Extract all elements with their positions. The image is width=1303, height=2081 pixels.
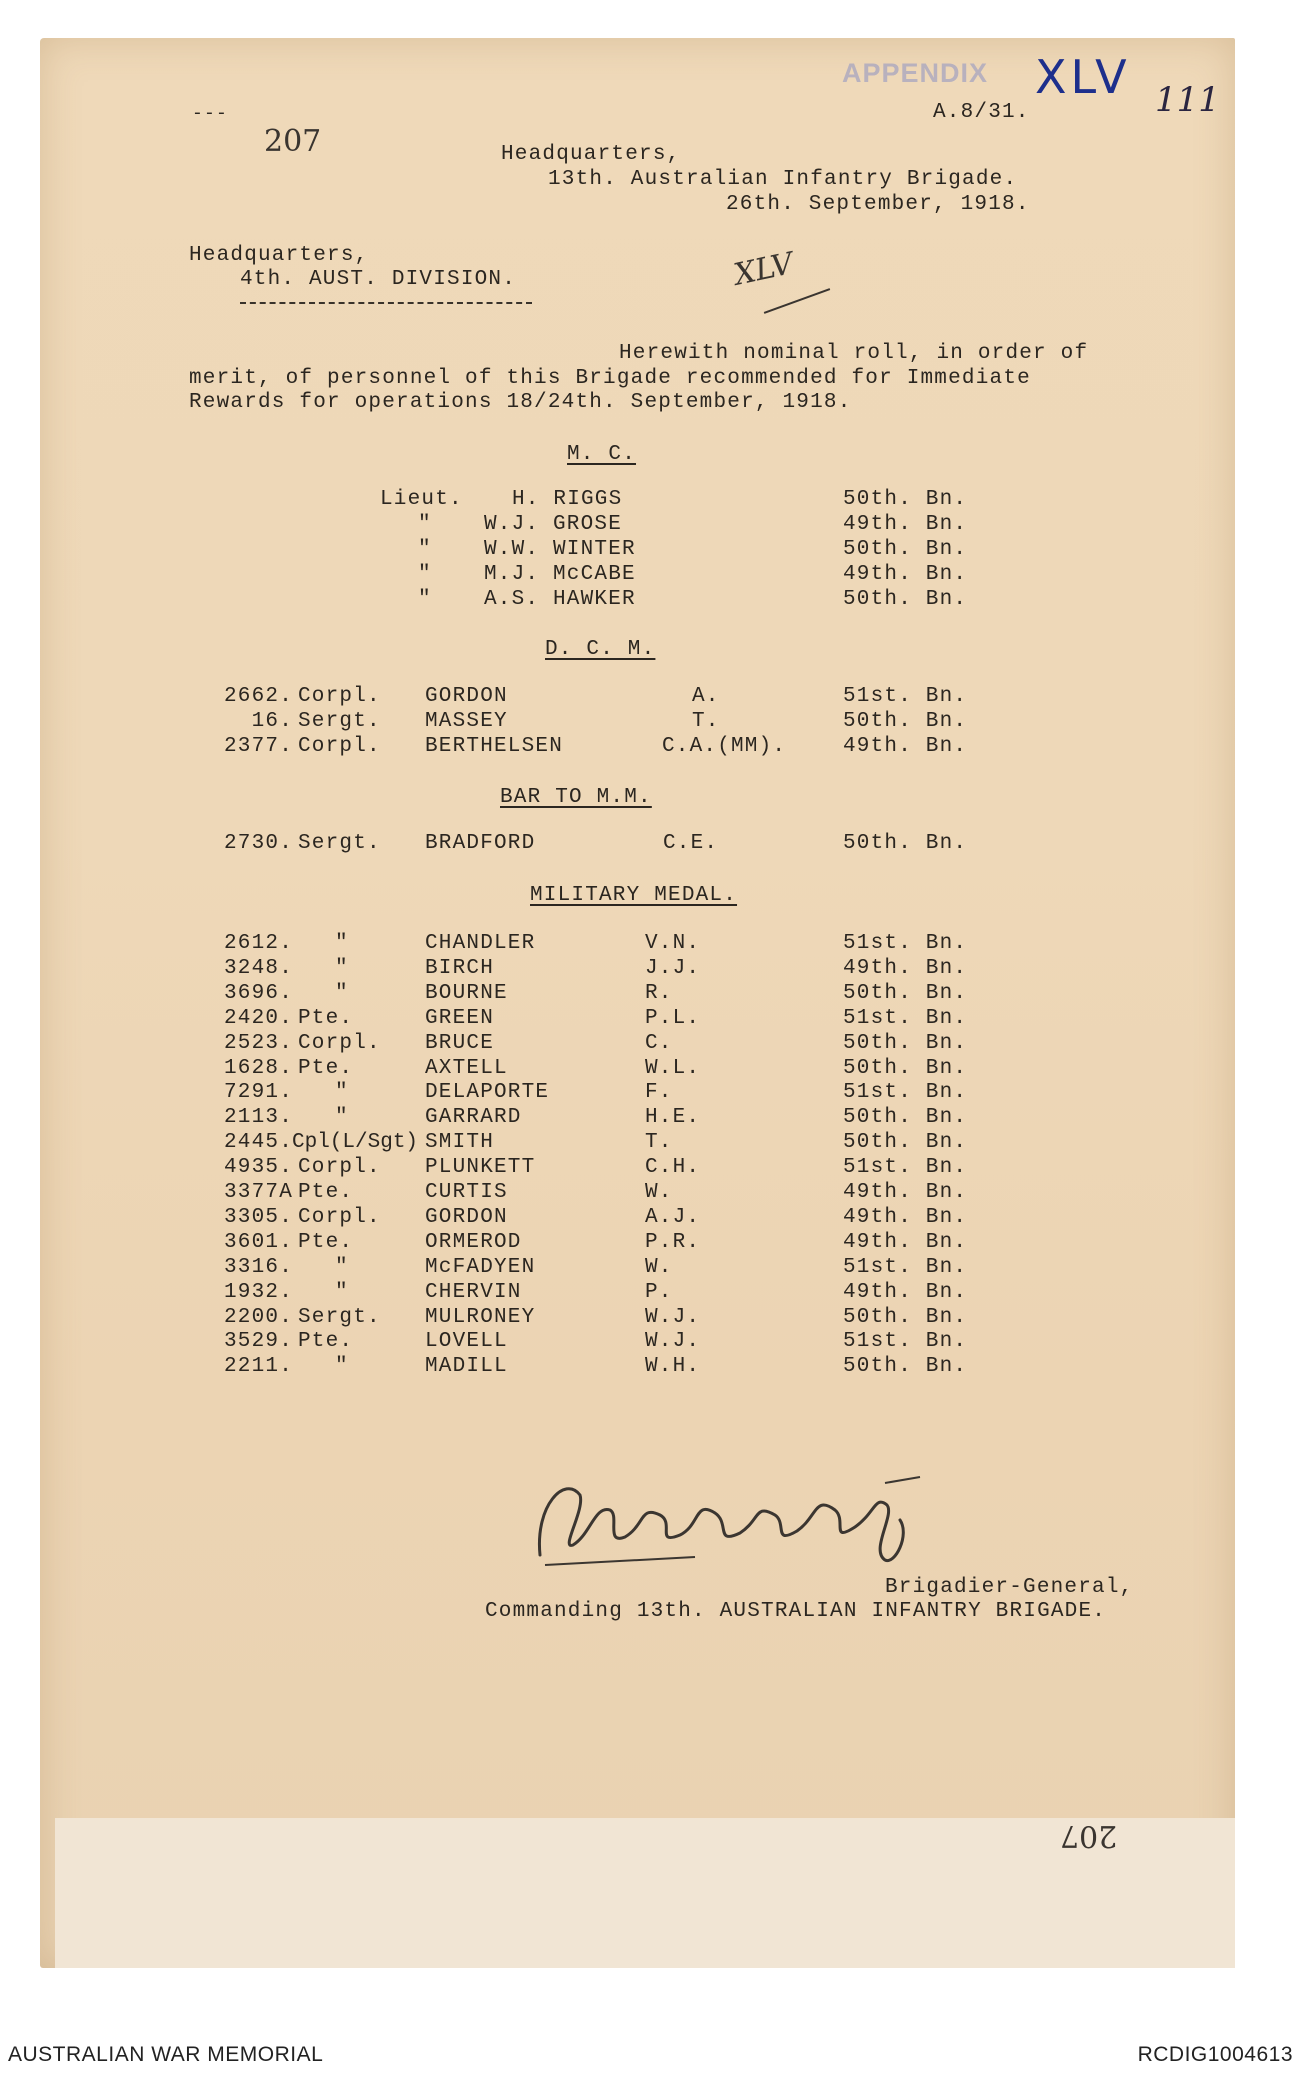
to-division-line: 4th. AUST. DIVISION. bbox=[240, 268, 517, 291]
surname: LOVELL bbox=[425, 1330, 508, 1353]
mc-rank: " bbox=[418, 513, 432, 536]
signatory-command: Commanding 13th. AUSTRALIAN INFANTRY BRIGADE. bbox=[485, 1600, 1107, 1623]
mc-rank: " bbox=[418, 563, 432, 586]
battalion: 50th. Bn. bbox=[843, 1355, 968, 1378]
mc-battalion: 49th. Bn. bbox=[843, 563, 968, 586]
rank: " bbox=[335, 1355, 349, 1378]
rank: " bbox=[335, 1281, 349, 1304]
service-number: 2420. bbox=[223, 1007, 293, 1030]
surname: MULRONEY bbox=[425, 1306, 536, 1329]
appendix-stamp: APPENDIX bbox=[842, 58, 989, 88]
initials: T. bbox=[692, 710, 720, 733]
surname: BIRCH bbox=[425, 957, 495, 980]
surname: CURTIS bbox=[425, 1181, 508, 1204]
mc-battalion: 49th. Bn. bbox=[843, 513, 968, 536]
mc-battalion: 50th. Bn. bbox=[843, 488, 968, 511]
battalion: 49th. Bn. bbox=[843, 735, 968, 758]
mc-rank: " bbox=[418, 538, 432, 561]
footer-record-id: RCDIG1004613 bbox=[1137, 2043, 1293, 2066]
surname: CHERVIN bbox=[425, 1281, 522, 1304]
rank: Pte. bbox=[298, 1231, 354, 1254]
initials: W. bbox=[645, 1181, 673, 1204]
surname: AXTELL bbox=[425, 1057, 508, 1080]
service-number: 2662. bbox=[223, 685, 293, 708]
battalion: 51st. Bn. bbox=[843, 1330, 968, 1353]
initials: T. bbox=[645, 1131, 673, 1154]
surname: GORDON bbox=[425, 1206, 508, 1229]
folio-number: 111 bbox=[1155, 80, 1220, 120]
mc-battalion: 50th. Bn. bbox=[843, 588, 968, 611]
rank: " bbox=[335, 1081, 349, 1104]
service-number: 4935. bbox=[223, 1156, 293, 1179]
initials: J.J. bbox=[645, 957, 701, 980]
paper-faded-lower-margin bbox=[55, 1818, 1235, 1968]
signature-image bbox=[525, 1465, 925, 1575]
service-number: 2445. bbox=[223, 1131, 293, 1154]
surname: MASSEY bbox=[425, 710, 508, 733]
battalion: 49th. Bn. bbox=[843, 1231, 968, 1254]
service-number: 3529. bbox=[223, 1330, 293, 1353]
service-number: 3248. bbox=[223, 957, 293, 980]
from-hq-line: Headquarters, bbox=[501, 143, 681, 166]
mc-rank: Lieut. bbox=[380, 488, 463, 511]
dash-mark: --- bbox=[192, 104, 229, 124]
service-number: 2200. bbox=[223, 1306, 293, 1329]
initials: C.A.(MM). bbox=[662, 735, 787, 758]
surname: GARRARD bbox=[425, 1106, 522, 1129]
rank: Corpl. bbox=[298, 685, 381, 708]
rank: Sergt. bbox=[298, 710, 381, 733]
battalion: 50th. Bn. bbox=[843, 832, 968, 855]
rank: " bbox=[335, 957, 349, 980]
initials: P.L. bbox=[645, 1007, 701, 1030]
mc-battalion: 50th. Bn. bbox=[843, 538, 968, 561]
surname: BOURNE bbox=[425, 982, 508, 1005]
battalion: 50th. Bn. bbox=[843, 1306, 968, 1329]
mc-name: W.J. GROSE bbox=[484, 513, 623, 536]
letter-date: 26th. September, 1918. bbox=[726, 193, 1030, 216]
service-number: 2377. bbox=[223, 735, 293, 758]
rank: Sergt. bbox=[298, 832, 381, 855]
handwritten-roman-numeral: XLV bbox=[731, 246, 797, 293]
service-number: 2612. bbox=[223, 932, 293, 955]
mc-heading: M. C. bbox=[567, 443, 637, 466]
roman-numeral-annotation: XLV bbox=[1035, 50, 1131, 104]
surname: MADILL bbox=[425, 1355, 508, 1378]
initials: W.J. bbox=[645, 1306, 701, 1329]
division-underline bbox=[240, 302, 532, 304]
battalion: 50th. Bn. bbox=[843, 982, 968, 1005]
initials: R. bbox=[645, 982, 673, 1005]
reference-number: A.8/31. bbox=[933, 101, 1030, 124]
intro-line-1: Herewith nominal roll, in order of bbox=[619, 342, 1089, 365]
battalion: 49th. Bn. bbox=[843, 1281, 968, 1304]
rank: Cpl(L/Sgt) bbox=[292, 1131, 419, 1154]
battalion: 50th. Bn. bbox=[843, 1057, 968, 1080]
rank: Corpl. bbox=[298, 1032, 381, 1055]
service-number: 3377A bbox=[223, 1181, 293, 1204]
initials: C.H. bbox=[645, 1156, 701, 1179]
rank: Corpl. bbox=[298, 735, 381, 758]
battalion: 51st. Bn. bbox=[843, 1256, 968, 1279]
mc-name: M.J. McCABE bbox=[484, 563, 636, 586]
battalion: 51st. Bn. bbox=[843, 685, 968, 708]
initials: W. bbox=[645, 1256, 673, 1279]
battalion: 51st. Bn. bbox=[843, 1081, 968, 1104]
initials: V.N. bbox=[645, 932, 701, 955]
service-number: 2113. bbox=[223, 1106, 293, 1129]
service-number: 3316. bbox=[223, 1256, 293, 1279]
rank: Pte. bbox=[298, 1181, 354, 1204]
battalion: 51st. Bn. bbox=[843, 1156, 968, 1179]
rank: Pte. bbox=[298, 1007, 354, 1030]
battalion: 49th. Bn. bbox=[843, 1181, 968, 1204]
military-medal-heading: MILITARY MEDAL. bbox=[530, 884, 738, 907]
rank: Pte. bbox=[298, 1330, 354, 1353]
initials: C. bbox=[645, 1032, 673, 1055]
rank: Pte. bbox=[298, 1057, 354, 1080]
initials: F. bbox=[645, 1081, 673, 1104]
rank: " bbox=[335, 932, 349, 955]
mc-name: H. RIGGS bbox=[512, 488, 623, 511]
rank: " bbox=[335, 982, 349, 1005]
page-number: 207 bbox=[264, 124, 322, 159]
surname: CHANDLER bbox=[425, 932, 536, 955]
service-number: 2730. bbox=[223, 832, 293, 855]
service-number: 1628. bbox=[223, 1057, 293, 1080]
surname: BRUCE bbox=[425, 1032, 495, 1055]
to-hq-line: Headquarters, bbox=[189, 244, 369, 267]
mc-name: A.S. HAWKER bbox=[484, 588, 636, 611]
initials: P. bbox=[645, 1281, 673, 1304]
bar-to-mm-heading: BAR TO M.M. bbox=[500, 786, 652, 809]
rank: " bbox=[335, 1106, 349, 1129]
initials: W.H. bbox=[645, 1355, 701, 1378]
surname: GORDON bbox=[425, 685, 508, 708]
service-number: 7291. bbox=[223, 1081, 293, 1104]
rank: Corpl. bbox=[298, 1206, 381, 1229]
intro-line-2: merit, of personnel of this Brigade recommended for Immediate bbox=[189, 367, 1031, 390]
mc-name: W.W. WINTER bbox=[484, 538, 636, 561]
battalion: 49th. Bn. bbox=[843, 957, 968, 980]
initials: C.E. bbox=[663, 832, 719, 855]
service-number: 16. bbox=[251, 710, 293, 733]
initials: A.J. bbox=[645, 1206, 701, 1229]
service-number: 2523. bbox=[223, 1032, 293, 1055]
dcm-heading: D. C. M. bbox=[545, 638, 656, 661]
battalion: 51st. Bn. bbox=[843, 1007, 968, 1030]
bleed-through-page-number: 207 bbox=[1060, 1818, 1118, 1853]
surname: DELAPORTE bbox=[425, 1081, 550, 1104]
service-number: 2211. bbox=[223, 1355, 293, 1378]
surname: McFADYEN bbox=[425, 1256, 536, 1279]
surname: GREEN bbox=[425, 1007, 495, 1030]
initials: P.R. bbox=[645, 1231, 701, 1254]
surname: BRADFORD bbox=[425, 832, 536, 855]
from-brigade-line: 13th. Australian Infantry Brigade. bbox=[548, 168, 1018, 191]
battalion: 50th. Bn. bbox=[843, 1106, 968, 1129]
signatory-title: Brigadier-General, bbox=[885, 1576, 1134, 1599]
rank: " bbox=[335, 1256, 349, 1279]
surname: BERTHELSEN bbox=[425, 735, 564, 758]
service-number: 1932. bbox=[223, 1281, 293, 1304]
footer-archive-name: AUSTRALIAN WAR MEMORIAL bbox=[8, 2043, 324, 2066]
service-number: 3601. bbox=[223, 1231, 293, 1254]
rank: Corpl. bbox=[298, 1156, 381, 1179]
initials: A. bbox=[692, 685, 720, 708]
battalion: 50th. Bn. bbox=[843, 1032, 968, 1055]
surname: ORMEROD bbox=[425, 1231, 522, 1254]
surname: PLUNKETT bbox=[425, 1156, 536, 1179]
initials: W.L. bbox=[645, 1057, 701, 1080]
battalion: 49th. Bn. bbox=[843, 1206, 968, 1229]
battalion: 50th. Bn. bbox=[843, 710, 968, 733]
intro-line-3: Rewards for operations 18/24th. September, 1918. bbox=[189, 391, 852, 414]
service-number: 3305. bbox=[223, 1206, 293, 1229]
mc-rank: " bbox=[418, 588, 432, 611]
surname: SMITH bbox=[425, 1131, 495, 1154]
rank: Sergt. bbox=[298, 1306, 381, 1329]
service-number: 3696. bbox=[223, 982, 293, 1005]
initials: H.E. bbox=[645, 1106, 701, 1129]
initials: W.J. bbox=[645, 1330, 701, 1353]
battalion: 51st. Bn. bbox=[843, 932, 968, 955]
battalion: 50th. Bn. bbox=[843, 1131, 968, 1154]
